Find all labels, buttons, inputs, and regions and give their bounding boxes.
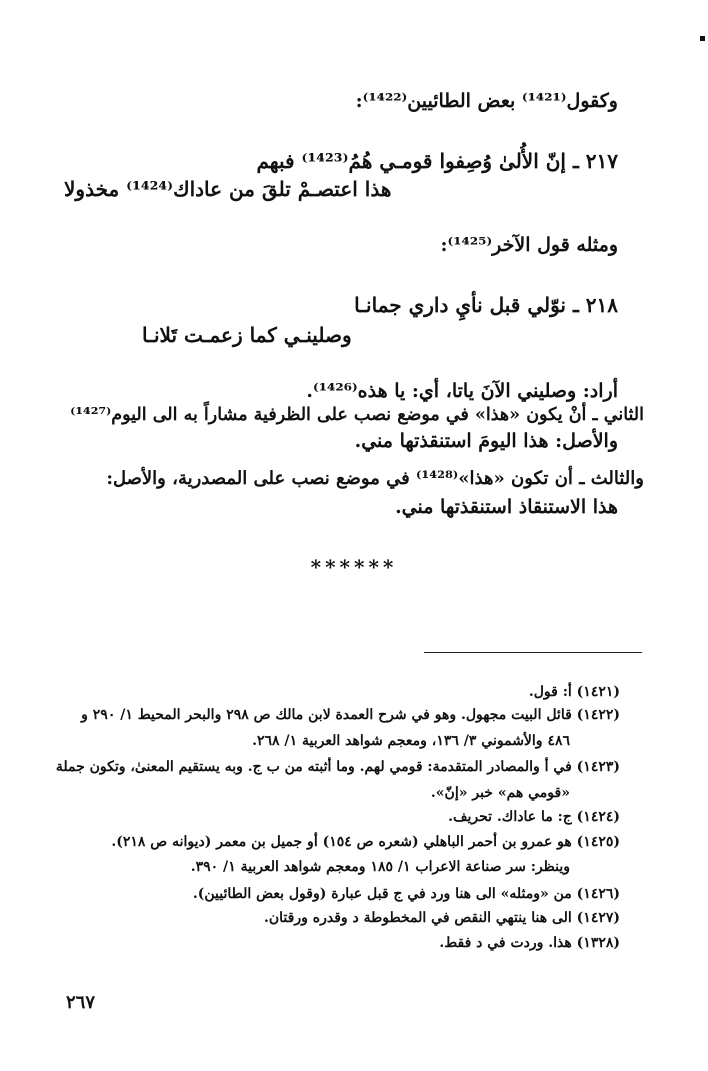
footnote-1422-continued: ٤٨٦ والأشموني ٣/ ١٣٦، ومعجم شواهد العربية ١/ ٢٦٨.: [252, 733, 570, 749]
footnote-1424: (١٤٢٤) ج: ما عاداك. تحريف.: [448, 809, 620, 825]
footnote-1425-continued: وينظر: سر صناعة الاعراب ١/ ١٨٥ ومعجم شواهد العربية ١/ ٣٩٠.: [190, 859, 570, 875]
paragraph-line-5: هذا الاستنقاذ استنقذتها مني.: [395, 496, 618, 518]
footnote-1426: (١٤٢٦) من «ومثله» الى هنا ورد في ج قبل عبارة (وقول بعض الطائيين).: [192, 886, 620, 902]
footnote-1421: (١٤٢١) أ: قول.: [528, 684, 620, 700]
footnote-1423: (١٤٢٣) في أ والمصادر المتقدمة: قومي لهم. وما أثبته من ب ج. وبه يستقيم المعنىٰ، وتكون جملة: [55, 759, 620, 775]
footnote-1428: (١٣٢٨) هذا. وردت في د فقط.: [439, 935, 620, 951]
intro-line-2: ومثله قول الآخر⁽¹⁴²⁵⁾:: [440, 234, 618, 256]
verse-218-second-hemistich: وصلينـي كما زعمـت تَلانـا: [142, 323, 352, 347]
footnote-rule: [424, 652, 642, 653]
paragraph-line-3: والأصل: هذا اليومَ استنقذتها مني.: [354, 430, 618, 452]
footnote-1425: (١٤٢٥) هو عمرو بن أحمر الباهلي (شعره ص ١٥٤) أو جميل بن معمر (ديوانه ص ٢١٨).: [111, 834, 620, 850]
page-number: ٢٦٧: [66, 992, 96, 1013]
intro-line-1: وكقول⁽¹⁴²¹⁾ بعض الطائيين⁽¹⁴²²⁾:: [355, 90, 618, 112]
verse-218-first-hemistich: ٢١٨ ـ نوّلي قبل نأيِ داري جمانـا: [354, 293, 618, 317]
paragraph-line-4: والثالث ـ أن تكون «هذا»⁽¹⁴²⁸⁾ في موضع نصب على المصدرية، والأصل:: [106, 468, 644, 489]
footnote-1427: (١٤٢٧) الى هنا ينتهي النقص في المخطوطة د وقدره ورقتان.: [264, 910, 620, 926]
footnote-1422: (١٤٢٢) قائل البيت مجهول. وهو في شرح العمدة لابن مالك ص ٢٩٨ والبحر المحيط ١/ ٢٩٠ و: [81, 707, 620, 723]
verse-217-second-hemistich: هذا اعتصـمْ تلقَ من عاداك⁽¹⁴²⁴⁾ مخذولا: [64, 177, 392, 201]
paragraph-line-2: الثاني ـ أنْ يكون «هذا» في موضع نصب على الظرفية مشاراً به الى اليوم⁽¹⁴²⁷⁾: [70, 405, 644, 425]
section-separator: ******: [310, 555, 398, 579]
paragraph-line-1: أراد: وصليني الآنَ ياتا، أي: يا هذه⁽¹⁴²⁶⁾.: [306, 380, 618, 402]
footnote-1423-continued: «قومي هم» خبر «إنّ».: [430, 785, 570, 801]
scan-mark: [700, 36, 705, 41]
verse-217-first-hemistich: ٢١٧ ـ إنّ الأُلىٰ وُصِفوا قومـي هُمُ⁽¹⁴²³⁾ فبهم: [256, 149, 618, 173]
